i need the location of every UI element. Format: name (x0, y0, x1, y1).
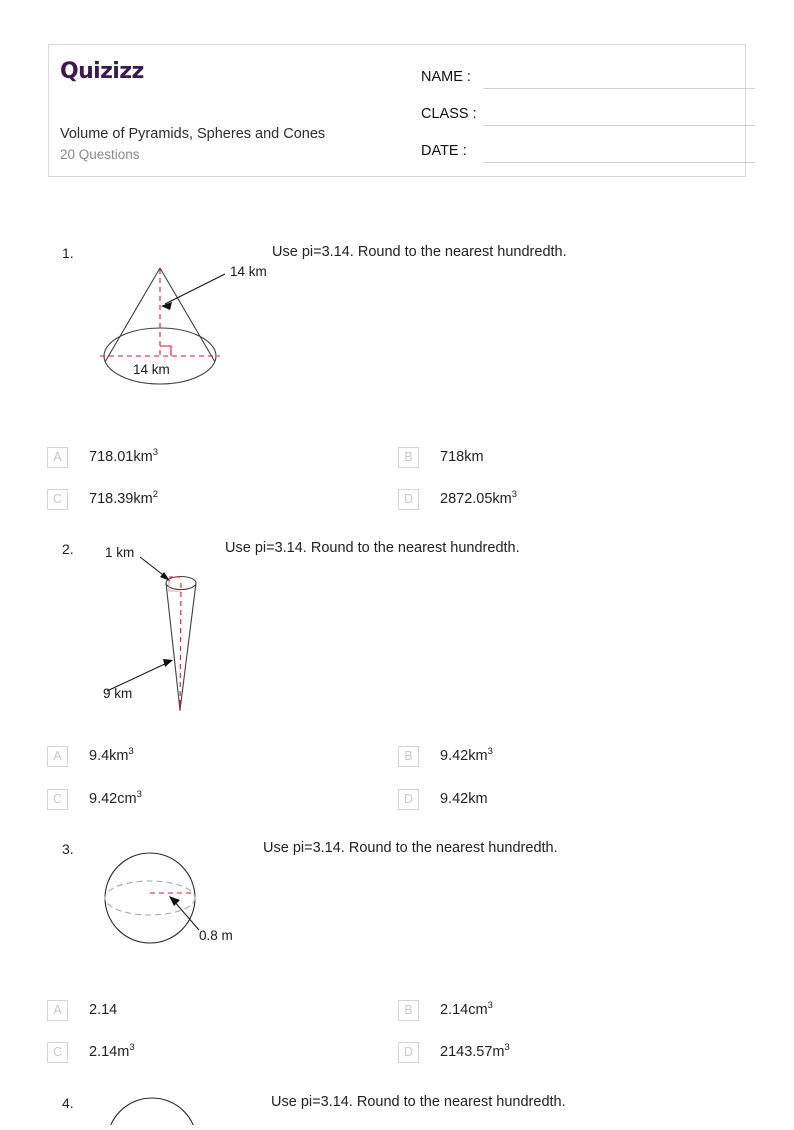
question-1-height-label: 14 km (230, 264, 267, 279)
option-label: $9.42cm^3$ (89, 789, 142, 807)
option-label: 718km (440, 449, 484, 465)
question-2-option-c[interactable] (47, 788, 142, 810)
question-3-option-d[interactable] (398, 1041, 510, 1063)
worksheet-header (48, 44, 746, 177)
option-letter-box: B (398, 447, 419, 468)
question-1-option-b[interactable] (398, 446, 484, 468)
question-1-diameter-label: 14 km (133, 362, 170, 377)
question-4-instruction: Use pi=3.14. Round to the nearest hundredth. (271, 1094, 566, 1110)
question-4-diagram-circle (95, 1095, 295, 1130)
question-1-option-a[interactable] (47, 446, 158, 468)
question-1-option-d[interactable] (398, 488, 517, 510)
name-field-label: NAME : (421, 69, 471, 85)
question-2-option-d[interactable] (398, 788, 488, 810)
class-field-input[interactable] (483, 125, 755, 126)
option-label: $2.14cm^3$ (440, 1000, 493, 1018)
option-label: $718.39km^2$ (89, 489, 158, 507)
option-label: $9.42km^3$ (440, 746, 493, 764)
question-3-radius-label: 0.8 m (199, 928, 233, 943)
question-2-number: 2. (62, 541, 74, 557)
question-1-diagram-cone (95, 252, 295, 407)
question-2-radius-label: 1 km (105, 545, 135, 560)
option-letter-box: B (398, 746, 419, 767)
option-letter-box: A (47, 1000, 68, 1021)
quizizz-logo-text: Quizizz (60, 59, 144, 84)
option-label: $9.4km^3$ (89, 746, 134, 764)
question-1-instruction: Use pi=3.14. Round to the nearest hundredth. (272, 244, 567, 260)
option-label: 9.42km (440, 791, 488, 807)
question-3-instruction: Use pi=3.14. Round to the nearest hundredth. (263, 840, 558, 856)
question-2-height-label: 9 km (103, 686, 133, 701)
question-3-option-b[interactable] (398, 999, 493, 1021)
class-field-label: CLASS : (421, 106, 477, 122)
worksheet-title: Volume of Pyramids, Spheres and Cones (60, 126, 326, 142)
option-label: $2143.57m^3$ (440, 1042, 510, 1060)
worksheet-question-count: 20 Questions (60, 147, 140, 162)
option-letter-box: C (47, 1042, 68, 1063)
question-3-option-a[interactable] (47, 999, 117, 1021)
option-letter-box: C (47, 489, 68, 510)
option-label: $718.01km^3$ (89, 447, 158, 465)
question-2-option-b[interactable] (398, 745, 493, 767)
option-letter-box: A (47, 746, 68, 767)
option-letter-box: D (398, 489, 419, 510)
option-letter-box: D (398, 789, 419, 810)
option-label: 2.14 (89, 1002, 118, 1018)
date-field-label: DATE : (421, 143, 467, 159)
question-1-option-c[interactable] (47, 488, 158, 510)
option-label: $2872.05km^3$ (440, 489, 518, 507)
option-letter-box: A (47, 447, 68, 468)
option-label: $2.14m^3$ (89, 1042, 135, 1060)
question-4-number: 4. (62, 1095, 74, 1111)
question-2-instruction: Use pi=3.14. Round to the nearest hundredth. (225, 540, 520, 556)
question-1-number: 1. (62, 245, 74, 261)
question-3-diagram-sphere (95, 848, 295, 968)
quizizz-logo (60, 59, 144, 84)
option-letter-box: D (398, 1042, 419, 1063)
question-3-number: 3. (62, 841, 74, 857)
option-letter-box: B (398, 1000, 419, 1021)
question-2-diagram-cone (95, 545, 295, 720)
date-field-input[interactable] (483, 162, 755, 163)
option-letter-box: C (47, 789, 68, 810)
name-field-input[interactable] (483, 88, 755, 89)
question-3-option-c[interactable] (47, 1041, 135, 1063)
question-2-option-a[interactable] (47, 745, 134, 767)
